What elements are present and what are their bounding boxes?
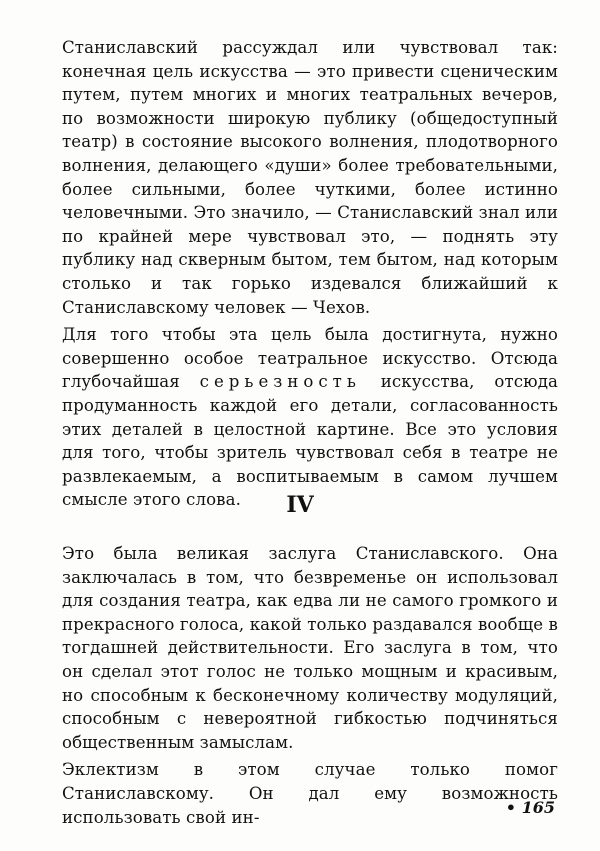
paragraph-3: Это была великая заслуга Станиславского. Она заключалась в том, что безвременье он использовал для создания театра, как едва ли не самого громкого и прекрасного голоса, какой только раздавался вообще в тогдашней действительности. Его заслуга в том, что он сделал этот голос не только мощным и красивым, но способным к бесконечному количеству модуляций, способным с невероятной гибкостью подчиняться общественным замыслам. (62, 544, 558, 752)
paragraph-2 (62, 323, 558, 512)
emphasized-word: серьезность (199, 372, 361, 392)
paragraph-1: Станиславский рассуждал или чувствовал так: конечная цель искусства — это привести сценическим путем, путем многих и многих театральных вечеров, по возможности широкую публику (общедоступный театр) в состояние высокого волнения, плодотворного волнения, делающего «души» более требовательными, более сильными, более чуткими, более истинно человечными. Это значило, — Станиславский знал или по крайней мере чувствовал это, — поднять эту публику над скверным бытом, тем бытом, над которым столько и так горько издевался ближайший к Станиславскому человек — Чехов. (62, 38, 558, 317)
section-1-text (62, 36, 558, 512)
paragraph-2-part-1: Для того чтобы эта цель была достигнута, нужно совершенно особое театральное искусство. Отсюда глубочайшая (62, 325, 558, 392)
page-number: • 165 (505, 798, 555, 817)
paragraph-4: Эклектизм в этом случае только помог Станиславскому. Он дал ему возможность использовать свой ин- (62, 760, 558, 827)
section-heading: IV (286, 492, 314, 518)
paragraph-2-part-2: искусства, отсюда продуманность каждой его детали, согласованность этих деталей в целостной картине. Все это условия для того, чтобы зритель чувствовал себя в театре не развлекаемым, а воспитываемым в самом лучшем смысле этого слова. (62, 372, 559, 510)
section-2-text (62, 542, 558, 829)
